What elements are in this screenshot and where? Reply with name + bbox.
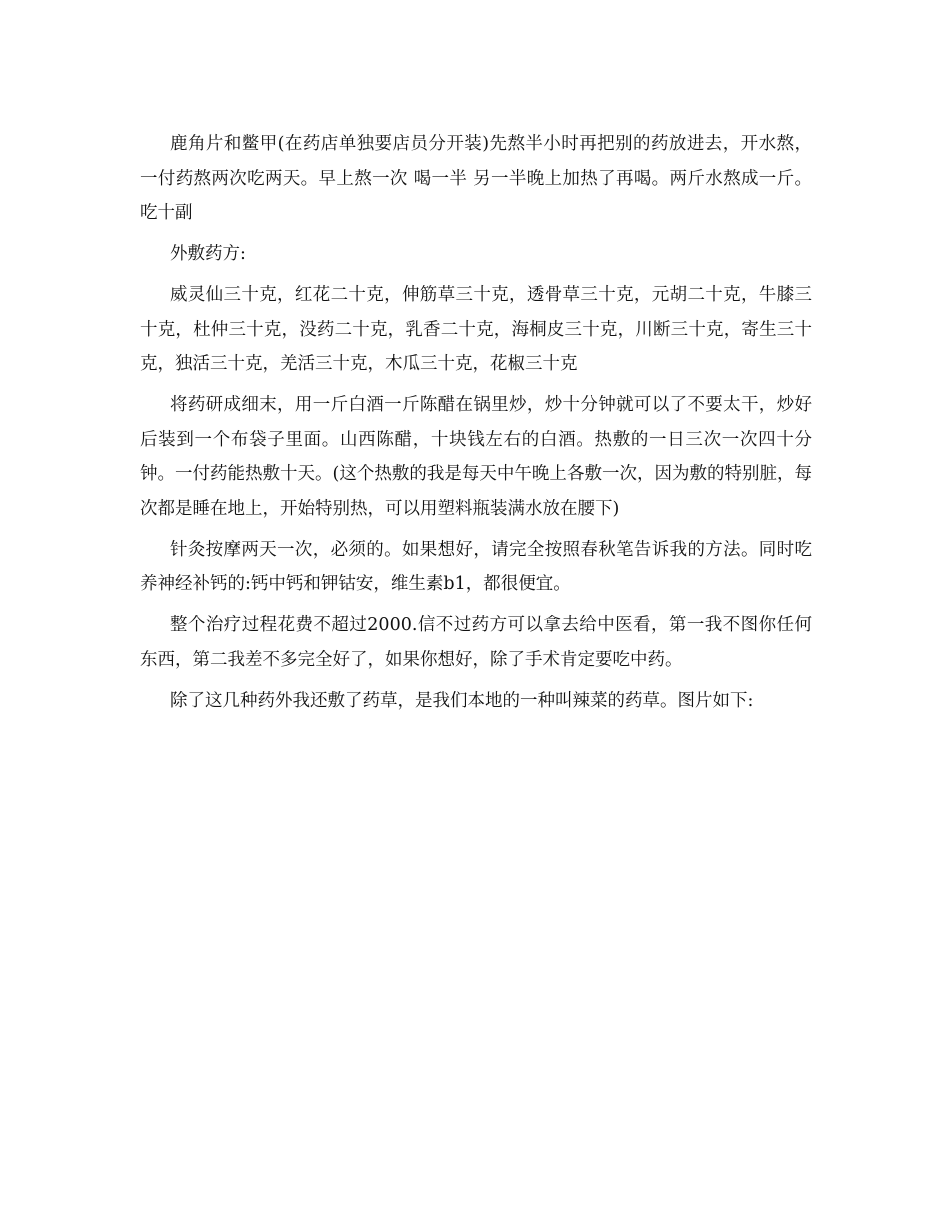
paragraph-local-herb-note: 除了这几种药外我还敷了药草，是我们本地的一种叫辣菜的药草。图片如下: — [170, 690, 754, 711]
paragraph-herb-list: 威灵仙三十克，红花二十克，伸筋草三十克，透骨草三十克，元胡二十克，牛膝三十克，杜仲三十克，没药二十克，乳香二十克，海桐皮三十克，川断三十克，寄生三十克，独活三十克，羌活三十克，木瓜三十克，花椒三十克 — [140, 285, 812, 374]
paragraph-acupuncture-supplements: 针灸按摩两天一次，必须的。如果想好，请完全按照春秋笔告诉我的方法。同时吃养神经补钙的:钙中钙和钾钴安，维生素b1，都很便宜。 — [140, 539, 812, 594]
paragraph-treatment-cost: 整个治疗过程花费不超过2000.信不过药方可以拿去给中医看，第一我不图你任何东西，第二我差不多完全好了，如果你想好，除了手术肯定要吃中药。 — [140, 615, 812, 670]
document-body — [140, 127, 812, 725]
paragraph-external-prescription-heading: 外敷药方: — [170, 244, 246, 264]
paragraph-hot-compress-method: 将药研成细末，用一斤白酒一斤陈醋在锅里炒，炒十分钟就可以了不要太干，炒好后装到一个布袋子里面。山西陈醋，十块钱左右的白酒。热敷的一日三次一次四十分钟。一付药能热敷十天。(这个热敷的我是每天中午晚上各敷一次，因为敷的特别脏，每次都是睡在地上，开始特别热，可以用塑料瓶装满水放在腰下) — [140, 395, 812, 519]
paragraph-decoction-instructions: 鹿角片和鳖甲(在药店单独要店员分开装)先熬半小时再把别的药放进去，开水熬，一付药熬两次吃两天。早上熬一次 喝一半 另一半晚上加热了再喝。两斤水熬成一斤。吃十副 — [140, 134, 812, 223]
